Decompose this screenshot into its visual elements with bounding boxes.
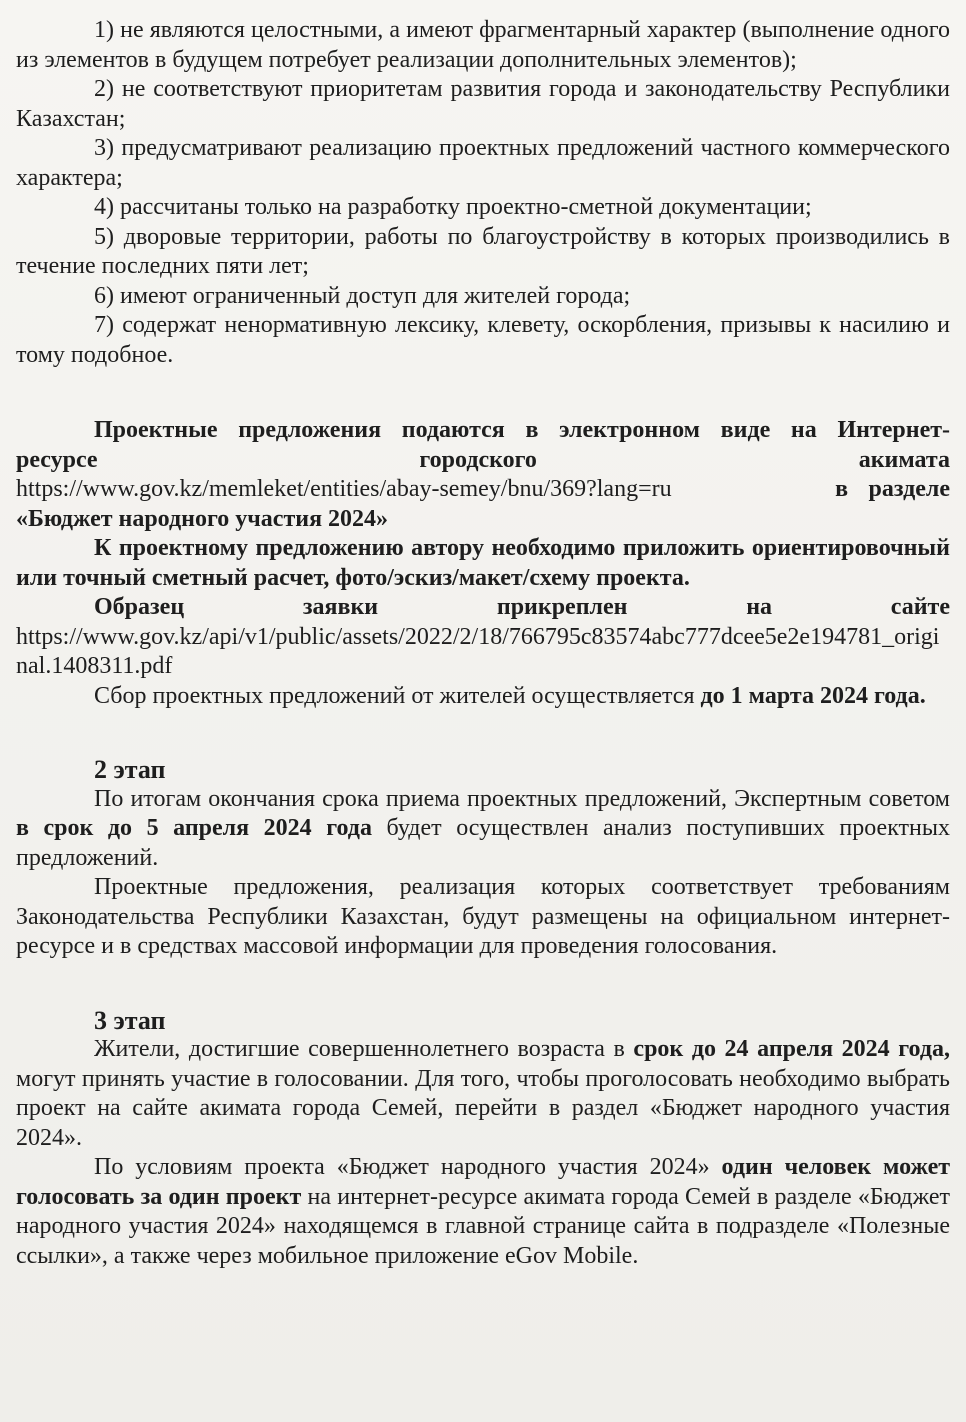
stage-2-paragraph-1	[16, 785, 950, 874]
criteria-item: 2) не соответствуют приоритетам развития города и законодательству Республики Казахстан;	[16, 76, 950, 132]
criteria-item: 3) предусматривают реализацию проектных предложений частного коммерческого характера;	[16, 135, 950, 191]
attach-note: К проектному предложению автору необходимо приложить ориентировочный или точный сметный расчет, фото/эскиз/макет/схему проекта.	[16, 535, 950, 591]
stage-3-text-end: могут принять участие в голосовании. Для того, чтобы проголосовать необходимо выбрать проект на сайте акимата города Семей, перейти в раздел «Бюджет народного участия 2024».	[16, 1065, 950, 1151]
stage-3-text: Жители, достигшие совершеннолетнего возраста в	[94, 1036, 625, 1062]
stage-2-heading: 2 этап	[94, 755, 166, 784]
criteria-item: 5) дворовые территории, работы по благоустройству в которых производились в течение последних пяти лет;	[16, 223, 950, 279]
section-name: «Бюджет народного участия 2024»	[16, 505, 389, 532]
stage-2-paragraph-2: Проектные предложения, реализация которых соответствует требованиям Законодательства Республики Казахстан, будут размещены на официальном интернет-ресурсе и в средствах массовой информации для проведения голосования.	[16, 874, 950, 959]
deadline-text: Сбор проектных предложений от жителей осуществляется	[94, 682, 695, 709]
stage-3-p2-text-end: на интернет-ресурсе акимата города Семей в разделе «Бюджет народного участия 2024» находящемся в главной странице сайта в подразделе «Полезные ссылки», а также через мобильное приложение eGov Mobile.	[16, 1183, 950, 1269]
submission-lead-cont: ресурсе городского акимата	[16, 446, 950, 473]
submission-url[interactable]: https://www.gov.kz/memleket/entities/abay-semey/bnu/369?lang=ru	[16, 476, 672, 502]
voting-rule: один человек может голосовать за один проект	[16, 1154, 951, 1210]
deadline-date: до 1 марта 2024 года.	[700, 682, 926, 709]
submission-url-line	[16, 475, 950, 505]
stage-3-section	[16, 1006, 950, 1272]
stage-3-p2-text: По условиям проекта «Бюджет народного участия 2024»	[94, 1154, 710, 1180]
sample-url[interactable]: https://www.gov.kz/api/v1/public/assets/2022/2/18/766795c83574abc777dcee5e2e194781_original.1408311.pdf	[16, 623, 940, 679]
criteria-item: 7) содержат ненормативную лексику, клевету, оскорбления, призывы к насилию и тому подобное.	[16, 312, 950, 368]
stage-3-deadline: срок до 24 апреля 2024 года,	[633, 1036, 951, 1062]
stage-2-text-end: будет осуществлен анализ поступивших проектных предложений.	[16, 815, 951, 871]
submission-section	[16, 416, 950, 711]
stage-2-deadline: в срок до 5 апреля 2024 года	[16, 815, 372, 841]
criteria-list	[16, 16, 950, 370]
criteria-item: 6) имеют ограниченный доступ для жителей города;	[94, 282, 631, 309]
stage-2-text: По итогам окончания срока приема проектных предложений, Экспертным советом	[94, 785, 950, 812]
submission-lead: Проектные предложения подаются в электронном виде на Интернет-	[94, 417, 950, 443]
deadline-paragraph	[16, 682, 950, 712]
section-prefix: в разделе	[835, 476, 950, 502]
criteria-item: 4) рассчитаны только на разработку проектно-сметной документации;	[94, 194, 812, 220]
stage-2-section	[16, 755, 950, 962]
stage-3-paragraph-1	[16, 1035, 950, 1153]
stage-3-paragraph-2	[16, 1153, 950, 1271]
criteria-item: 1) не являются целостными, а имеют фрагментарный характер (выполнение одного из элементов в будущем потребует реализации дополнительных элементов);	[16, 17, 950, 73]
stage-3-heading: 3 этап	[94, 1005, 166, 1035]
sample-label: Образец заявки прикреплен на сайте	[94, 594, 950, 620]
